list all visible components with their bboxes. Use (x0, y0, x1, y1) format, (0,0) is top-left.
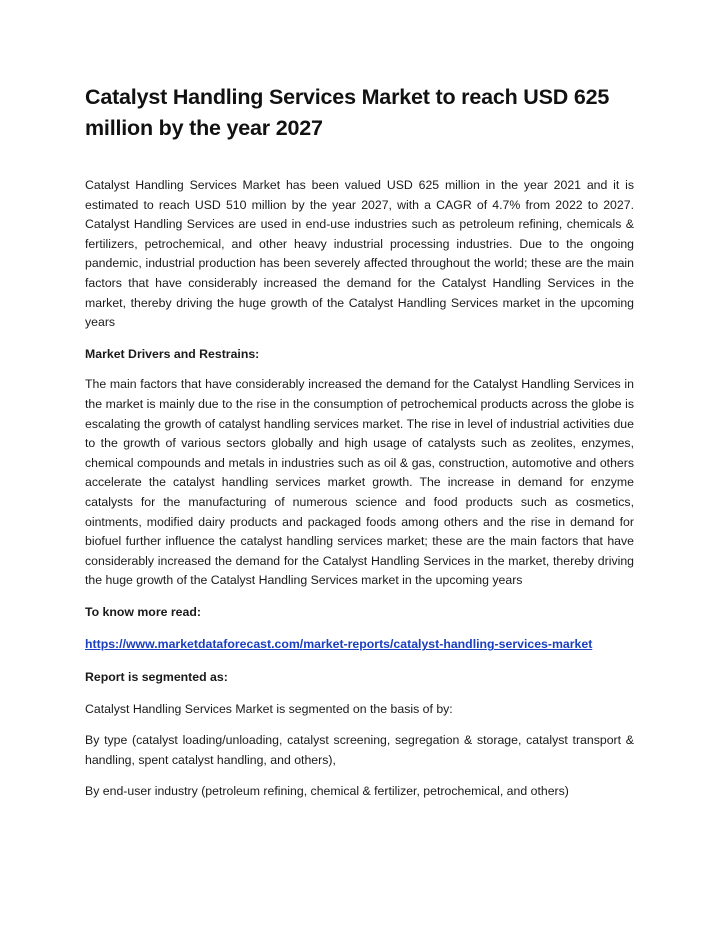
link-paragraph (85, 635, 634, 655)
document-title: Catalyst Handling Services Market to reach USD 625 million by the year 2027 (85, 85, 610, 140)
by-end-user-paragraph: By end-user industry (petroleum refining, chemical & fertilizer, petrochemical, and others) (85, 784, 569, 799)
report-link[interactable]: https://www.marketdataforecast.com/market-reports/catalyst-handling-services-market (85, 637, 593, 652)
know-more-heading: To know more read: (85, 604, 201, 619)
drivers-paragraph: The main factors that have considerably increased the demand for the Catalyst Handling Services in the market is mainly due to the rise in the consumption of petrochemical products across the globe is escalating the growth of catalyst handling services market. The rise in level of industrial activities due to the growth of various sectors globally and high usage of catalysts such as zeolites, enzymes, chemical compounds and metals in industries such as oil & gas, construction, automotive and others accelerate the catalyst handling services market growth. The increase in demand for enzyme catalysts for the manufacturing of numerous science and food products such as cosmetics, ointments, modified dairy products and packaged foods among others and the rise in demand for biofuel further influence the catalyst handling services market; these are the main factors that have considerably increased the demand for the Catalyst Handling Services in the market, thereby driving the huge growth of the Catalyst Handling Services market in the upcoming years (85, 377, 634, 588)
intro-paragraph: Catalyst Handling Services Market has been valued USD 625 million in the year 2021 and it is estimated to reach USD 510 million by the year 2027, with a CAGR of 4.7% from 2022 to 2027. Catalyst Handling Services are used in end-use industries such as petroleum refining, chemicals & fertilizers, petrochemical, and other heavy industrial processing industries. Due to the ongoing pandemic, industrial production has been severely affected throughout the world; these are the main factors that have considerably increased the demand for the Catalyst Handling Services in the market, thereby driving the huge growth of the Catalyst Handling Services market in the upcoming years (85, 178, 634, 330)
document-page (85, 82, 634, 802)
segmented-intro: Catalyst Handling Services Market is segmented on the basis of by: (85, 701, 453, 716)
segmented-heading: Report is segmented as: (85, 670, 228, 685)
by-type-paragraph: By type (catalyst loading/unloading, catalyst screening, segregation & storage, catalyst transport & handling, spent catalyst handling, and others), (85, 733, 634, 767)
drivers-heading: Market Drivers and Restrains: (85, 346, 260, 361)
